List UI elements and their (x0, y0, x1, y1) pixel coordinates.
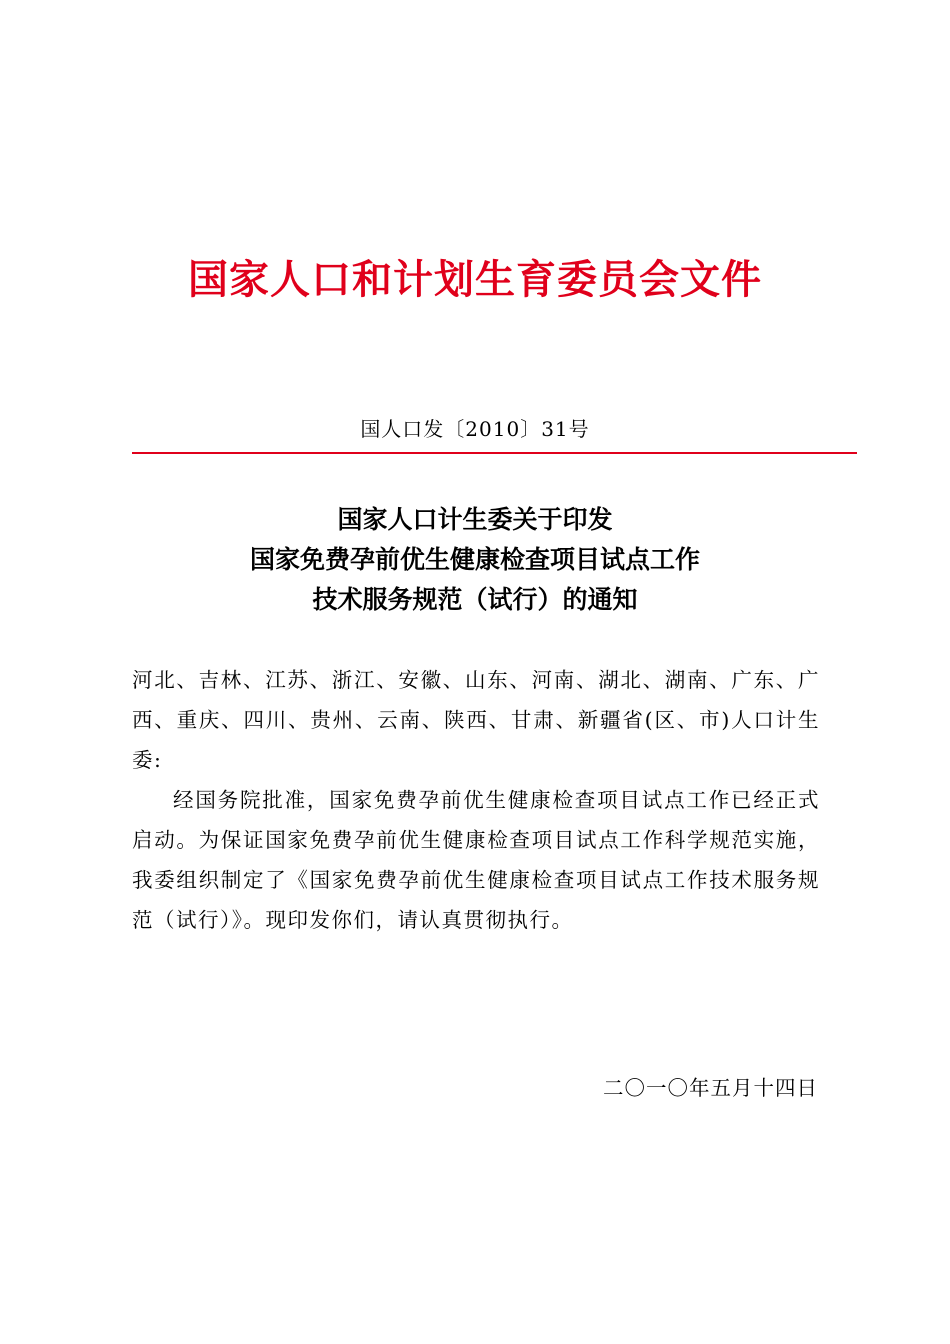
notice-title (0, 500, 950, 620)
issuer-title: 国家人口和计划生育委员会文件 (188, 257, 762, 303)
document-number: 国人口发〔2010〕31号 (360, 417, 590, 441)
notice-title-line-3: 技术服务规范（试行）的通知 (312, 585, 638, 614)
notice-title-line-2: 国家免费孕前优生健康检查项目试点工作 (249, 545, 700, 574)
notice-body (132, 660, 820, 940)
notice-title-line-1: 国家人口计生委关于印发 (337, 505, 613, 534)
issue-date: 二〇一〇年五月十四日 (603, 1076, 818, 1100)
recipients-paragraph: 河北、吉林、江苏、浙江、安徽、山东、河南、湖北、湖南、广东、广西、重庆、四川、贵州、云南、陕西、甘肃、新疆省(区、市)人口计生委: (132, 668, 820, 772)
red-divider-line (132, 452, 857, 454)
main-paragraph: 经国务院批准，国家免费孕前优生健康检查项目试点工作已经正式启动。为保证国家免费孕前优生健康检查项目试点工作科学规范实施，我委组织制定了《国家免费孕前优生健康检查项目试点工作技术服务规范（试行）》。现印发你们，请认真贯彻执行。 (132, 788, 820, 932)
